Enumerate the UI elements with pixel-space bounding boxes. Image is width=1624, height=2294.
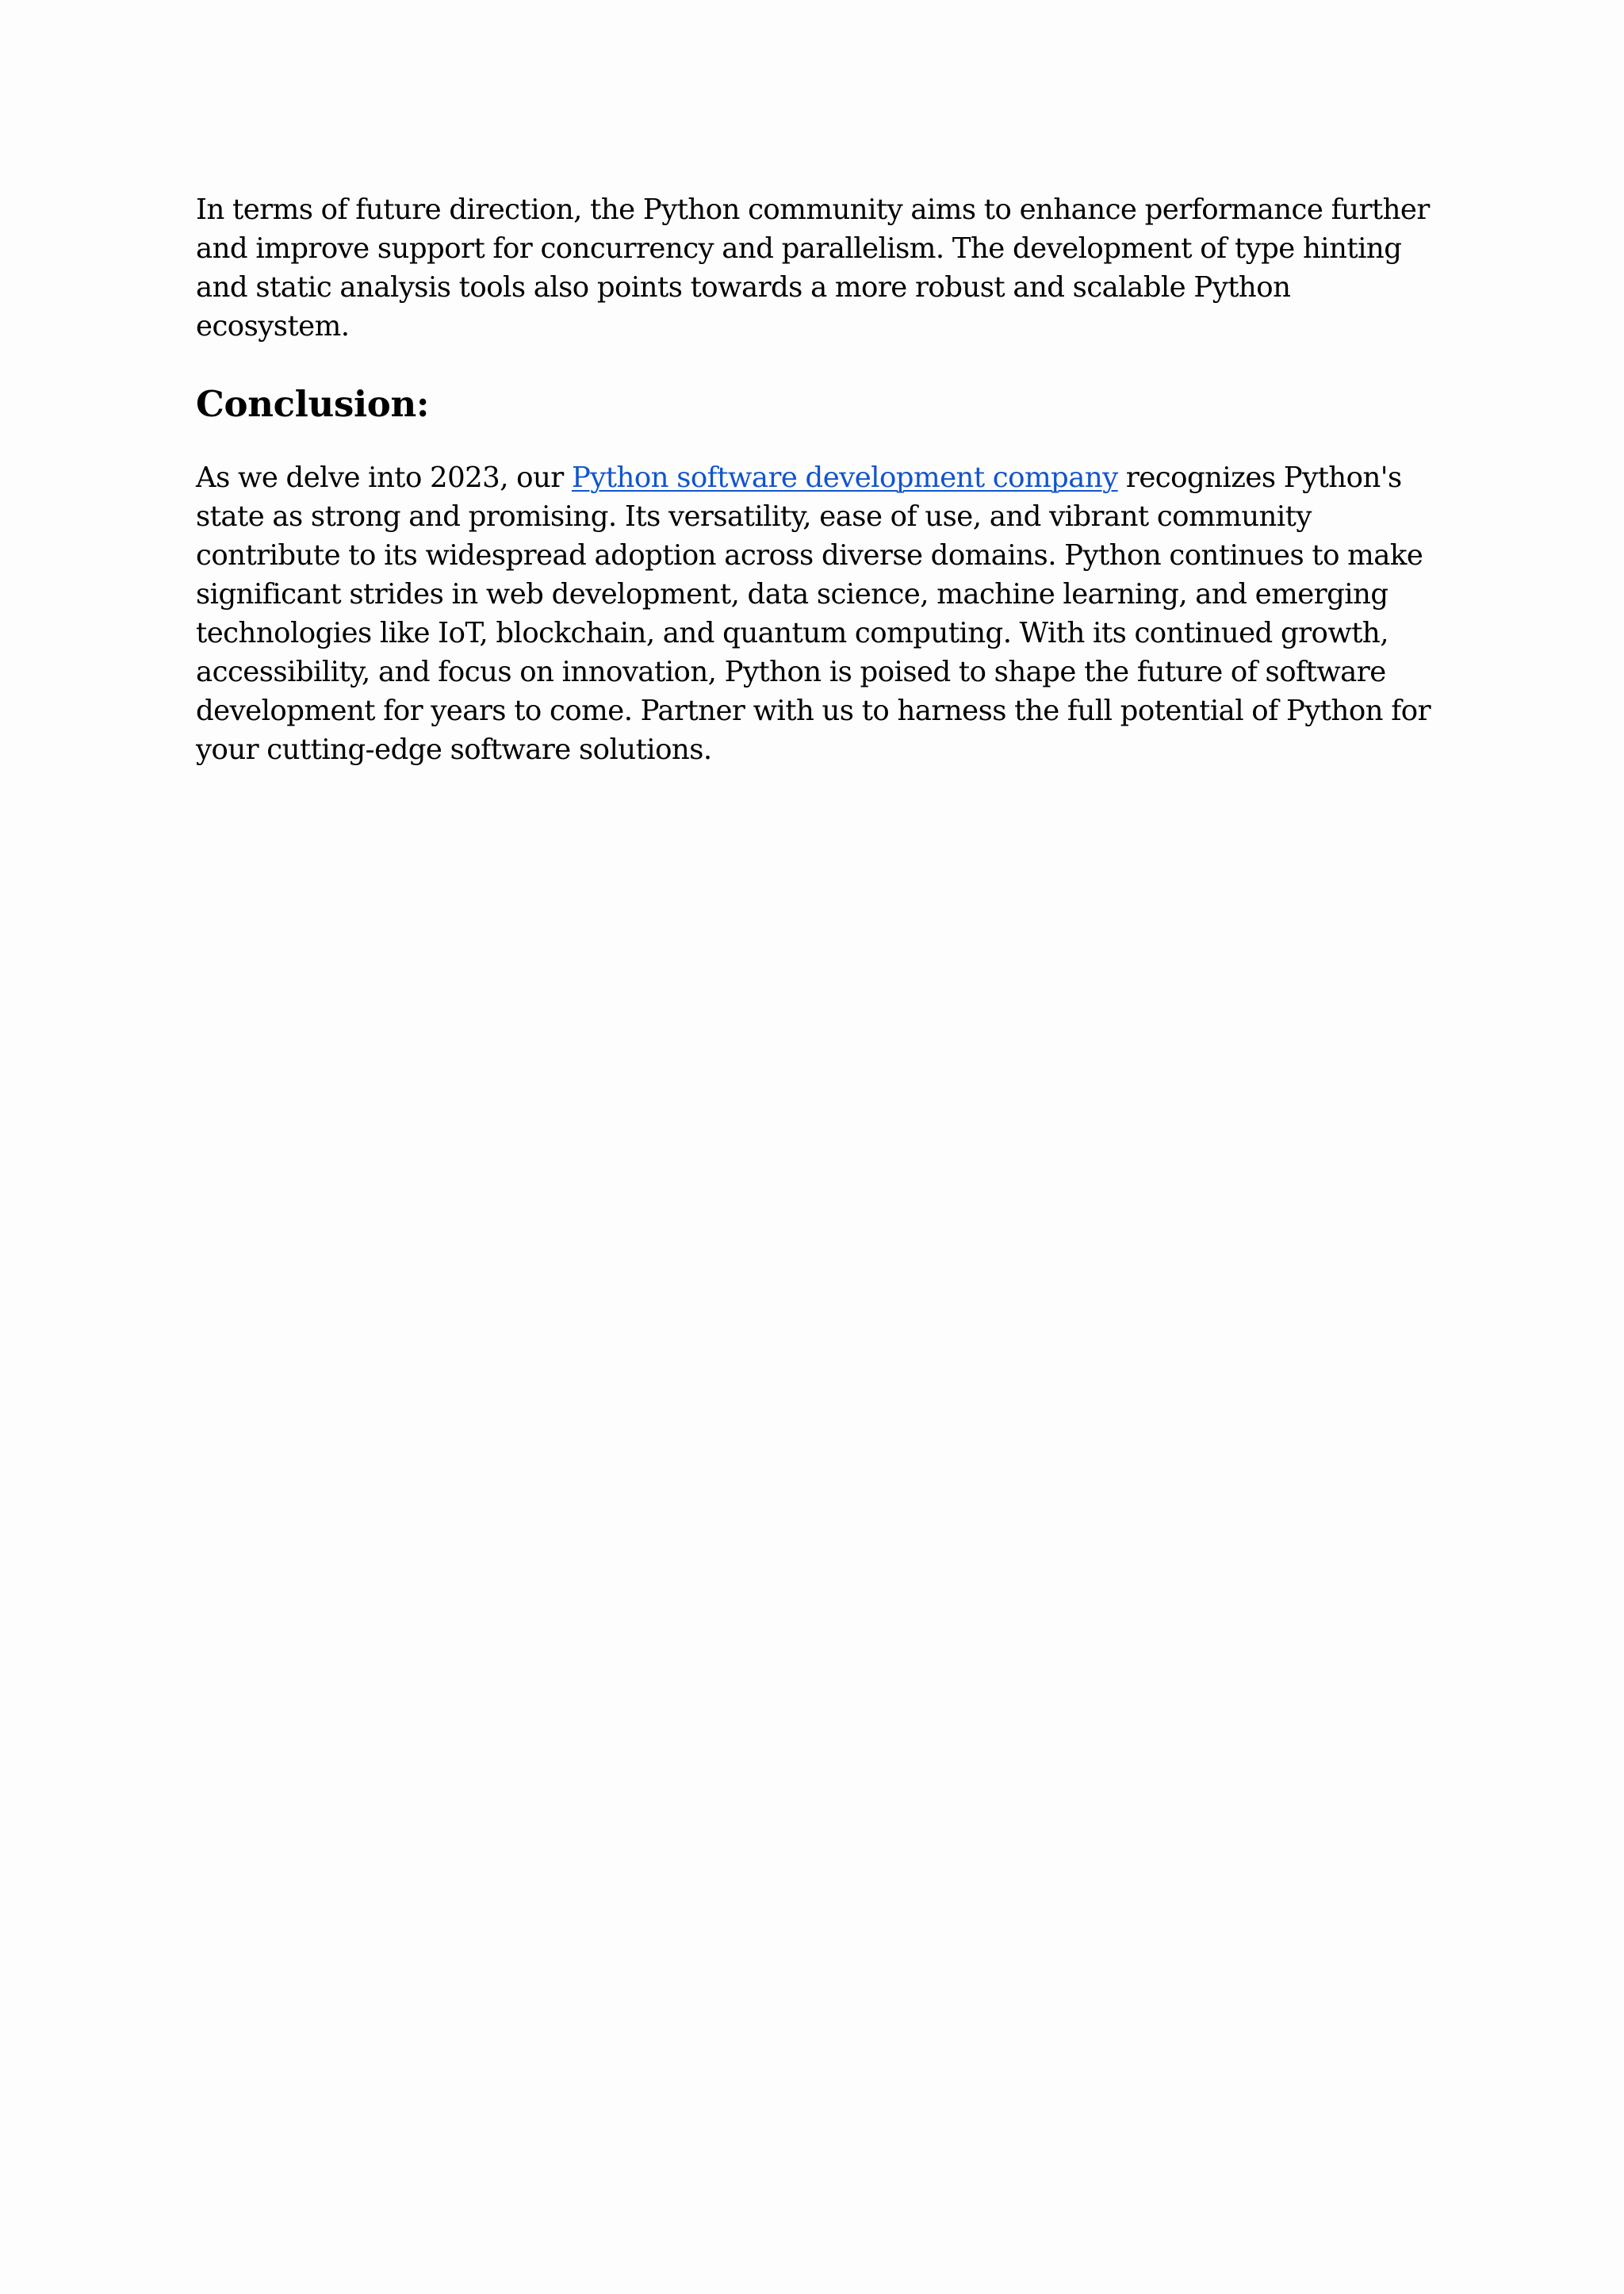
paragraph-conclusion-body: recognizes Python's state as strong and promising. Its versatility, ease of use, and vibrant community contribute to its widespread adoption across diverse domains. Python continues to make significant strides in web development, data science, machine learning, and emerging technologies like IoT, blockchain, and quantum computing. With its continued growth, accessibility, and focus on innovation, Python is poised to shape the future of software development for years to come. Partner with us to harness the full potential of Python for your cutting-edge software solutions. <box>196 461 1431 766</box>
python-software-development-company-link[interactable]: Python software development company <box>571 461 1118 494</box>
paragraph-future-direction: In terms of future direction, the Python community aims to enhance performance further and improve support for concurrency and parallelism. The development of type hinting and static analysis tools also points towards a more robust and scalable Python ecosystem. <box>196 193 1430 343</box>
document-content <box>196 190 1441 769</box>
paragraph-conclusion <box>196 458 1441 769</box>
conclusion-heading: Conclusion: <box>196 383 430 425</box>
paragraph-conclusion-intro: As we delve into 2023, our <box>196 461 572 494</box>
